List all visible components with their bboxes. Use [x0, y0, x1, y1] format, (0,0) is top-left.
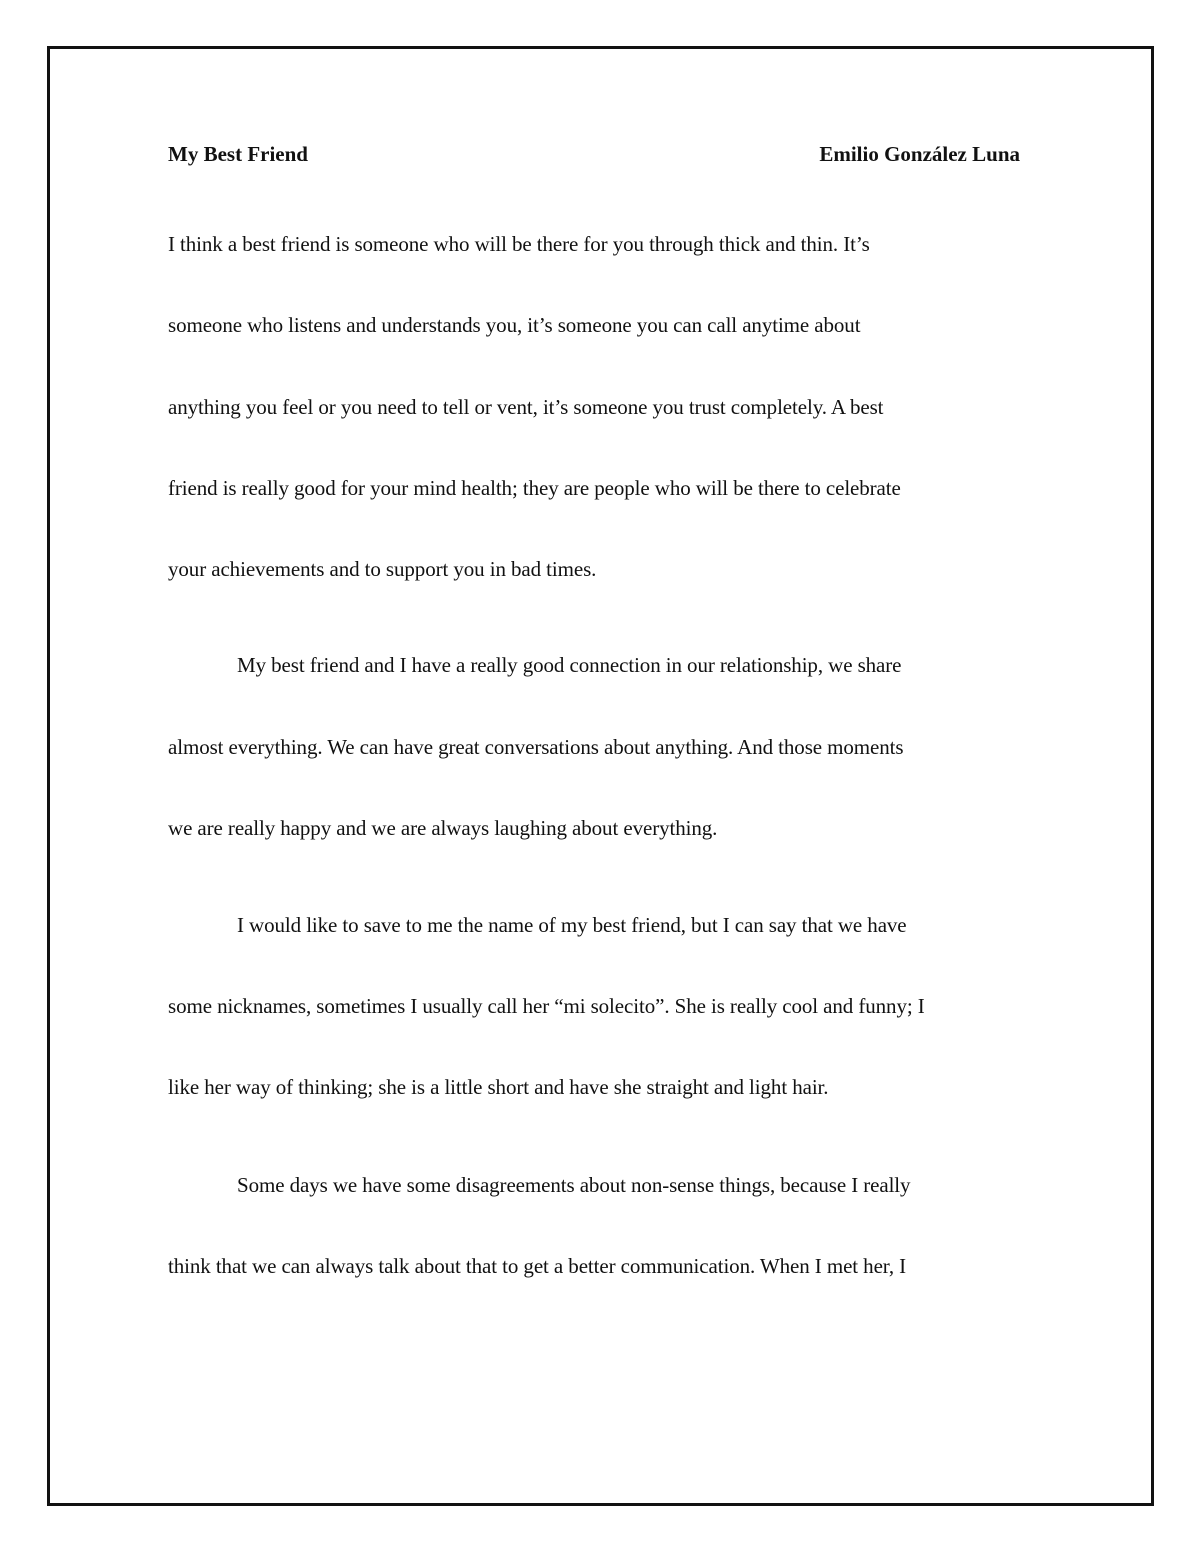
- body-line: your achievements and to support you in bad times.: [168, 557, 597, 581]
- author-name: Emilio González Luna: [819, 142, 1020, 166]
- document-title: My Best Friend: [168, 142, 308, 166]
- body-line: I think a best friend is someone who will be there for you through thick and thin. It’s: [168, 232, 870, 256]
- body-line: almost everything. We can have great conversations about anything. And those moments: [168, 735, 904, 759]
- body-line: like her way of thinking; she is a little short and have she straight and light hair.: [168, 1075, 829, 1099]
- body-line: think that we can always talk about that to get a better communication. When I met her, I: [168, 1254, 907, 1278]
- body-line: we are really happy and we are always laughing about everything.: [168, 816, 718, 840]
- body-line: friend is really good for your mind health; they are people who will be there to celebrate: [168, 476, 901, 500]
- body-line: someone who listens and understands you, it’s someone you can call anytime about: [168, 313, 861, 337]
- body-line: I would like to save to me the name of my best friend, but I can say that we have: [237, 913, 907, 937]
- body-line: Some days we have some disagreements about non-sense things, because I really: [237, 1173, 911, 1197]
- body-line: anything you feel or you need to tell or vent, it’s someone you trust completely. A best: [168, 395, 884, 419]
- document-header: [168, 142, 1020, 167]
- page-border: [47, 46, 1154, 1506]
- body-line: some nicknames, sometimes I usually call her “mi solecito”. She is really cool and funny; I: [168, 994, 925, 1018]
- body-line: My best friend and I have a really good connection in our relationship, we share: [237, 653, 902, 677]
